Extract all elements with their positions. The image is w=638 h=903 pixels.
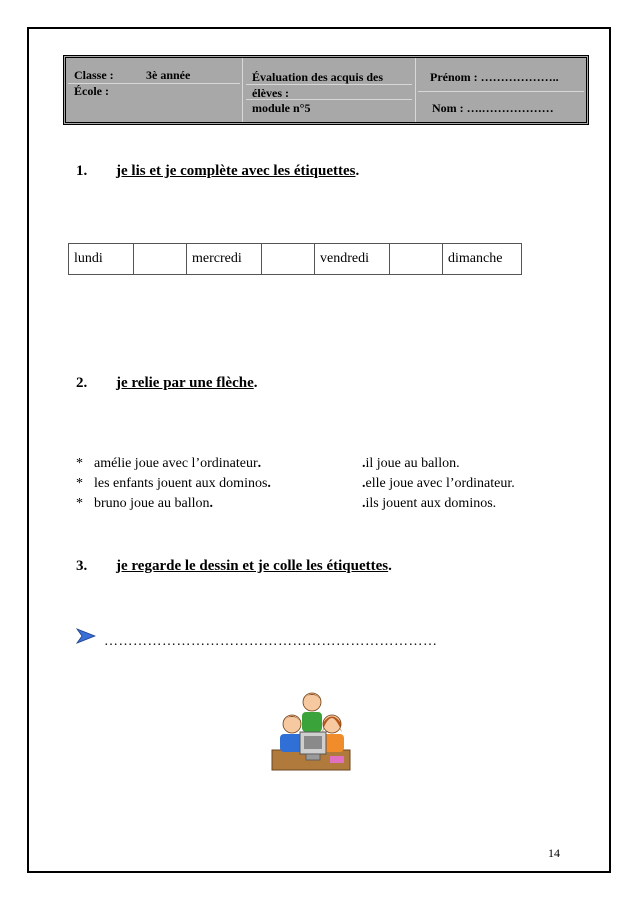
eval-title-line2: élèves : <box>252 86 289 100</box>
section-3-heading: 3. je regarde le dessin et je colle les étiquettes. <box>76 558 392 574</box>
prenom-field: Prénom : ……………….. <box>430 70 559 84</box>
label-cell-empty <box>390 244 443 275</box>
match-right-item: .il joue au ballon. <box>362 456 460 471</box>
section-2-heading: 2. je relie par une flèche. <box>76 375 258 391</box>
section-1-title: je lis et je complète avec les étiquettes <box>116 163 356 179</box>
section-1-number: 1. <box>76 163 88 179</box>
match-left-item: * amélie joue avec l’ordinateur. <box>76 456 262 471</box>
section-2-title: je relie par une flèche <box>116 375 254 391</box>
arrow-bullet-icon <box>76 628 96 644</box>
match-left-item: * bruno joue au ballon. <box>76 496 213 511</box>
label-cell: mercredi <box>187 244 262 275</box>
label-cell-empty <box>262 244 315 275</box>
section-3-number: 3. <box>76 558 88 574</box>
eval-module: module n°5 <box>252 101 311 115</box>
match-right-item: .ils jouent aux dominos. <box>362 496 497 511</box>
match-right-item: .elle joue avec l’ordinateur. <box>362 476 515 491</box>
classe-label: Classe : <box>74 68 114 82</box>
section-2-number: 2. <box>76 375 88 391</box>
page-number: 14 <box>548 846 560 860</box>
match-left-list <box>76 454 271 514</box>
label-cell: lundi <box>69 244 134 275</box>
eval-title-line1: Évaluation des acquis des <box>252 70 384 84</box>
section-1-heading: 1. je lis et je complète avec les étiquettes. <box>76 163 360 179</box>
match-right-list <box>362 454 515 514</box>
label-cell-empty <box>134 244 187 275</box>
children-computer-picture <box>266 688 352 774</box>
nom-field: Nom : ….……………… <box>432 101 554 115</box>
label-cell: dimanche <box>443 244 522 275</box>
match-left-item: * les enfants jouent aux dominos. <box>76 476 271 491</box>
label-cell: vendredi <box>315 244 390 275</box>
ecole-label: École : <box>74 84 109 98</box>
header-block <box>63 55 589 125</box>
days-label-table <box>68 243 522 275</box>
classe-value: 3è année <box>146 68 191 82</box>
section-3-title: je regarde le dessin et je colle les étiquettes <box>116 558 389 574</box>
answer-line: …………………………………………………………… <box>104 634 438 649</box>
